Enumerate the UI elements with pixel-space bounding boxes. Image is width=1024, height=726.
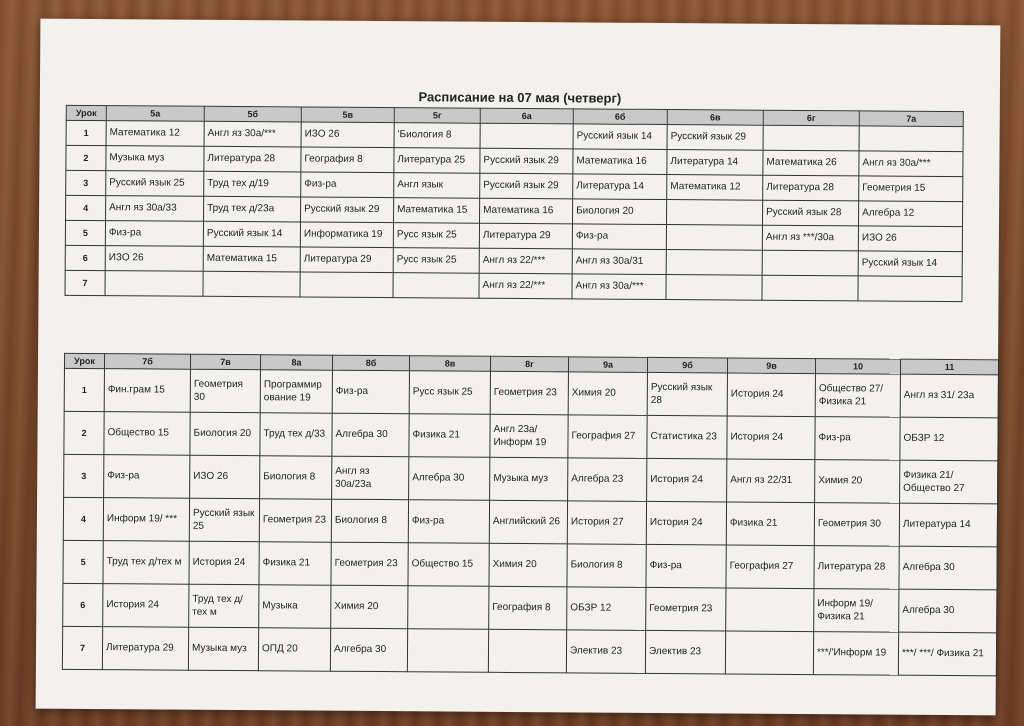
lesson-cell: Биология 20	[190, 412, 260, 455]
lesson-number: 3	[66, 170, 106, 195]
class-column-header: 8б	[332, 355, 409, 371]
lesson-cell: Информатика 19	[300, 222, 393, 248]
lesson-cell: Англ язык	[394, 173, 480, 199]
lesson-cell: Биология 20	[573, 199, 667, 225]
class-column-header: 7б	[104, 354, 190, 370]
lesson-cell: География 27	[726, 545, 814, 589]
table-row	[65, 270, 962, 301]
lesson-cell: Литература 14	[899, 503, 997, 547]
lesson-cell: Математика 15	[394, 198, 480, 224]
lesson-cell	[203, 271, 300, 297]
class-column-header: 9б	[647, 357, 727, 373]
lesson-number: 2	[64, 411, 104, 454]
lesson-cell: Англ яз 30а/31	[572, 249, 666, 275]
lesson-cell: Русский язык 25	[189, 498, 259, 541]
lesson-cell: Алгебра 30	[899, 589, 997, 633]
class-column-header: 8а	[260, 355, 332, 371]
lesson-cell	[105, 271, 203, 297]
lesson-number: 6	[63, 583, 103, 626]
lesson-cell: Химия 20	[331, 585, 408, 629]
lesson-cell: История 24	[646, 501, 726, 545]
table-row	[64, 411, 998, 461]
class-column-header: 6г	[763, 110, 859, 126]
lesson-cell: Литература 29	[300, 247, 393, 273]
lesson-cell	[666, 225, 762, 251]
lesson-cell	[300, 272, 393, 298]
lesson-cell: Алгебра 30	[332, 413, 409, 457]
lesson-cell: Общество 15	[408, 543, 489, 587]
lesson-cell: Физика 21/ Общество 27	[900, 460, 998, 504]
table-row	[63, 583, 997, 633]
lesson-cell: Литература 28	[204, 146, 301, 172]
lesson-cell: Литература 29	[479, 223, 572, 249]
lesson-cell: Программир ование 19	[260, 370, 332, 414]
lesson-cell: Биология 8	[331, 499, 408, 543]
schedule-table-grades-7b-11	[62, 353, 999, 677]
lesson-cell: Музыка муз	[106, 146, 204, 172]
lesson-cell: История 24	[727, 416, 815, 460]
lesson-cell: Математика 12	[667, 175, 763, 201]
lesson-cell: Русский язык 28	[647, 372, 727, 416]
lesson-cell: 'Биология 8	[394, 123, 480, 149]
lesson-number: 1	[64, 368, 104, 411]
lesson-cell: Музыка муз	[188, 627, 258, 670]
class-column-header: 7а	[859, 111, 963, 127]
lesson-cell: География 8	[301, 147, 394, 173]
lesson-cell: История 24	[189, 541, 259, 584]
lesson-number: 2	[66, 145, 106, 170]
table-row	[64, 454, 998, 504]
lesson-cell: Англ яз 31/ 23а	[900, 374, 998, 418]
lesson-cell: ОПД 20	[258, 628, 330, 672]
lesson-cell: Химия 20	[815, 460, 900, 504]
class-column-header: 8г	[490, 356, 568, 372]
lesson-cell: Русский язык 25	[106, 171, 204, 197]
lesson-cell: ИЗО 26	[301, 122, 394, 148]
lesson-cell: Литература 14	[573, 174, 667, 200]
lesson-cell	[488, 629, 566, 673]
lesson-cell: Физ-ра	[408, 500, 489, 544]
lesson-cell: Русский язык 29	[480, 173, 573, 199]
lesson-cell: Биология 8	[260, 456, 332, 500]
lesson-cell: Физика 21	[409, 414, 490, 458]
lesson-cell	[408, 586, 489, 630]
class-column-header: 9в	[727, 358, 815, 374]
lesson-cell: Математика 15	[203, 246, 300, 272]
lesson-number: 6	[65, 245, 105, 270]
lesson-cell	[725, 631, 813, 675]
lesson-cell: История 24	[647, 458, 727, 502]
class-column-header: 6в	[667, 110, 763, 126]
schedule-table-grades-5-7a	[64, 105, 963, 302]
lesson-number: 4	[66, 195, 106, 220]
lesson-cell: География 8	[489, 586, 567, 630]
class-column-header: 9а	[568, 357, 647, 373]
table-row	[64, 368, 998, 418]
lesson-cell: Литература 14	[667, 150, 763, 176]
lesson-cell: Физ-ра	[815, 417, 900, 461]
lesson-cell: ОБЗР 12	[567, 587, 646, 631]
lesson-cell: Геометрия 30	[814, 503, 899, 547]
lesson-cell: Англ яз ***/30а	[762, 225, 858, 251]
page-title: Расписание на 07 мая (четверг)	[418, 89, 622, 106]
lesson-cell: История 24	[103, 584, 189, 628]
class-column-header: 7в	[190, 354, 260, 369]
lesson-cell: Англ 23а/ Информ 19	[490, 414, 568, 458]
lesson-cell: Англ яз 30а/***	[204, 121, 301, 147]
lesson-cell	[666, 275, 762, 301]
lesson-cell: Англ яз 30а/***	[572, 274, 666, 300]
lesson-number: 5	[63, 540, 103, 583]
lesson-cell: Русский язык 28	[762, 200, 858, 226]
lesson-cell: Русс язык 25	[409, 371, 490, 415]
lesson-cell: Математика 26	[763, 150, 859, 176]
lesson-cell: ИЗО 26	[190, 455, 260, 498]
class-column-header: 5г	[394, 108, 480, 124]
lesson-cell: Музыка муз	[490, 457, 568, 501]
lesson-number: 7	[65, 270, 105, 295]
lesson-cell: Общество 15	[104, 412, 190, 456]
lesson-cell: Химия 20	[568, 372, 647, 416]
class-column-header: 5в	[301, 107, 394, 123]
lesson-cell: Физ-ра	[105, 221, 203, 247]
lesson-cell: Русский язык 29	[301, 197, 394, 223]
lesson-cell: Физика 21	[259, 542, 331, 586]
lesson-cell: Алгебра 30	[330, 628, 407, 672]
lesson-cell: Алгебра 30	[899, 546, 997, 590]
class-column-header: 8в	[409, 356, 490, 372]
lesson-cell: Труд тех д/23а	[204, 196, 301, 222]
class-column-header: 6б	[573, 109, 667, 125]
class-column-header: 5б	[204, 106, 301, 122]
lesson-cell: Физика 21	[726, 502, 814, 546]
lesson-cell	[763, 125, 859, 151]
table-row	[63, 540, 997, 590]
lesson-number: 4	[63, 497, 103, 540]
lesson-cell: Электив 23	[645, 630, 725, 674]
lesson-cell	[666, 250, 762, 276]
lesson-cell: Англ яз 30а/23а	[332, 456, 409, 500]
lesson-cell: Химия 20	[489, 543, 567, 587]
class-column-header: 6а	[480, 108, 573, 124]
lesson-cell: Геометрия 23	[646, 587, 726, 631]
lesson-cell: Литература 28	[763, 175, 859, 201]
lesson-cell: Литература 28	[814, 546, 899, 590]
lesson-cell: Русский язык 14	[573, 124, 667, 150]
lesson-cell: Физ-ра	[646, 544, 726, 588]
lesson-cell: Биология 8	[567, 544, 646, 588]
lesson-cell: Алгебра 30	[409, 457, 490, 501]
lesson-cell: Русский язык 29	[480, 148, 573, 174]
lesson-cell: Геометрия 23	[490, 371, 568, 415]
lesson-cell: Электив 23	[566, 630, 645, 674]
lesson-cell: Физ-ра	[332, 370, 409, 414]
lesson-cell: Русский язык 14	[858, 251, 962, 277]
lesson-cell: Труд тех д/тех м	[103, 541, 189, 585]
lesson-column-header: Урок	[64, 353, 104, 368]
lesson-number: 3	[64, 454, 104, 497]
lesson-number: 5	[65, 220, 105, 245]
lesson-cell: ОБЗР 12	[900, 417, 998, 461]
lesson-cell	[480, 123, 573, 149]
lesson-cell: Математика 16	[480, 198, 573, 224]
lesson-cell: Геометрия 15	[859, 176, 963, 202]
lesson-cell: История 24	[727, 373, 815, 417]
lesson-number: 7	[62, 626, 102, 669]
table-row	[62, 626, 996, 676]
class-column-header: 11	[900, 359, 998, 375]
lesson-cell: Англ яз 22/***	[479, 248, 572, 274]
lesson-cell: ИЗО 26	[858, 226, 962, 252]
class-column-header: 10	[815, 359, 900, 375]
lesson-cell: Литература 29	[102, 627, 188, 671]
lesson-cell: Математика 12	[106, 121, 204, 147]
lesson-cell: ИЗО 26	[105, 246, 203, 272]
lesson-cell: ***/ ***/ Физика 21	[898, 632, 996, 676]
lesson-cell	[762, 275, 858, 301]
lesson-cell	[762, 250, 858, 276]
lesson-cell: Математика 16	[573, 149, 667, 175]
lesson-cell: Англ яз 22/31	[727, 459, 815, 503]
lesson-cell	[666, 200, 762, 226]
lesson-cell	[858, 276, 962, 302]
lesson-cell	[726, 588, 814, 632]
lesson-cell: Статистика 23	[647, 415, 727, 459]
lesson-cell: Труд тех д/33	[260, 413, 332, 457]
lesson-number: 1	[66, 120, 106, 145]
lesson-cell: Русс язык 25	[393, 248, 479, 274]
lesson-cell: Алгебра 23	[568, 458, 647, 502]
lesson-cell: Геометрия 23	[259, 499, 331, 543]
lesson-cell: Фин.грам 15	[104, 369, 190, 413]
lesson-cell: Русс язык 25	[393, 223, 479, 249]
lesson-cell: Физ-ра	[572, 224, 666, 250]
table-row	[63, 497, 997, 547]
lesson-cell: Литература 25	[394, 148, 480, 174]
lesson-cell: Общество 27/ Физика 21	[815, 374, 900, 418]
lesson-cell: Информ 19/ ***	[103, 498, 189, 542]
lesson-cell: Геометрия 30	[190, 369, 260, 412]
lesson-cell: Музыка	[259, 585, 331, 629]
lesson-cell: Алгебра 12	[858, 201, 962, 227]
lesson-cell: Информ 19/ Физика 21	[814, 589, 899, 633]
lesson-cell: Геометрия 23	[331, 542, 408, 586]
lesson-cell: География 27	[568, 415, 647, 459]
lesson-cell: Труд тех д/19	[204, 171, 301, 197]
lesson-cell: Труд тех д/тех м	[189, 584, 259, 627]
lesson-cell: Англ яз 30а/33	[106, 196, 204, 222]
lesson-cell	[407, 629, 488, 673]
lesson-cell: Физ-ра	[301, 172, 394, 198]
lesson-cell: Русский язык 29	[667, 125, 763, 151]
lesson-cell	[859, 126, 963, 152]
lesson-cell: Русский язык 14	[203, 221, 300, 247]
schedule-sheet	[36, 19, 1001, 716]
lesson-cell	[393, 273, 479, 299]
class-column-header: 5а	[106, 106, 204, 122]
lesson-cell: Англ яз 22/***	[479, 273, 572, 299]
lesson-column-header: Урок	[66, 105, 106, 120]
lesson-cell: Англ яз 30а/***	[859, 151, 963, 177]
lesson-cell: Английский 26	[489, 500, 567, 544]
lesson-cell: ***/'Информ 19	[813, 632, 898, 676]
lesson-cell: История 27	[567, 501, 646, 545]
lesson-cell: Физ-ра	[104, 455, 190, 499]
